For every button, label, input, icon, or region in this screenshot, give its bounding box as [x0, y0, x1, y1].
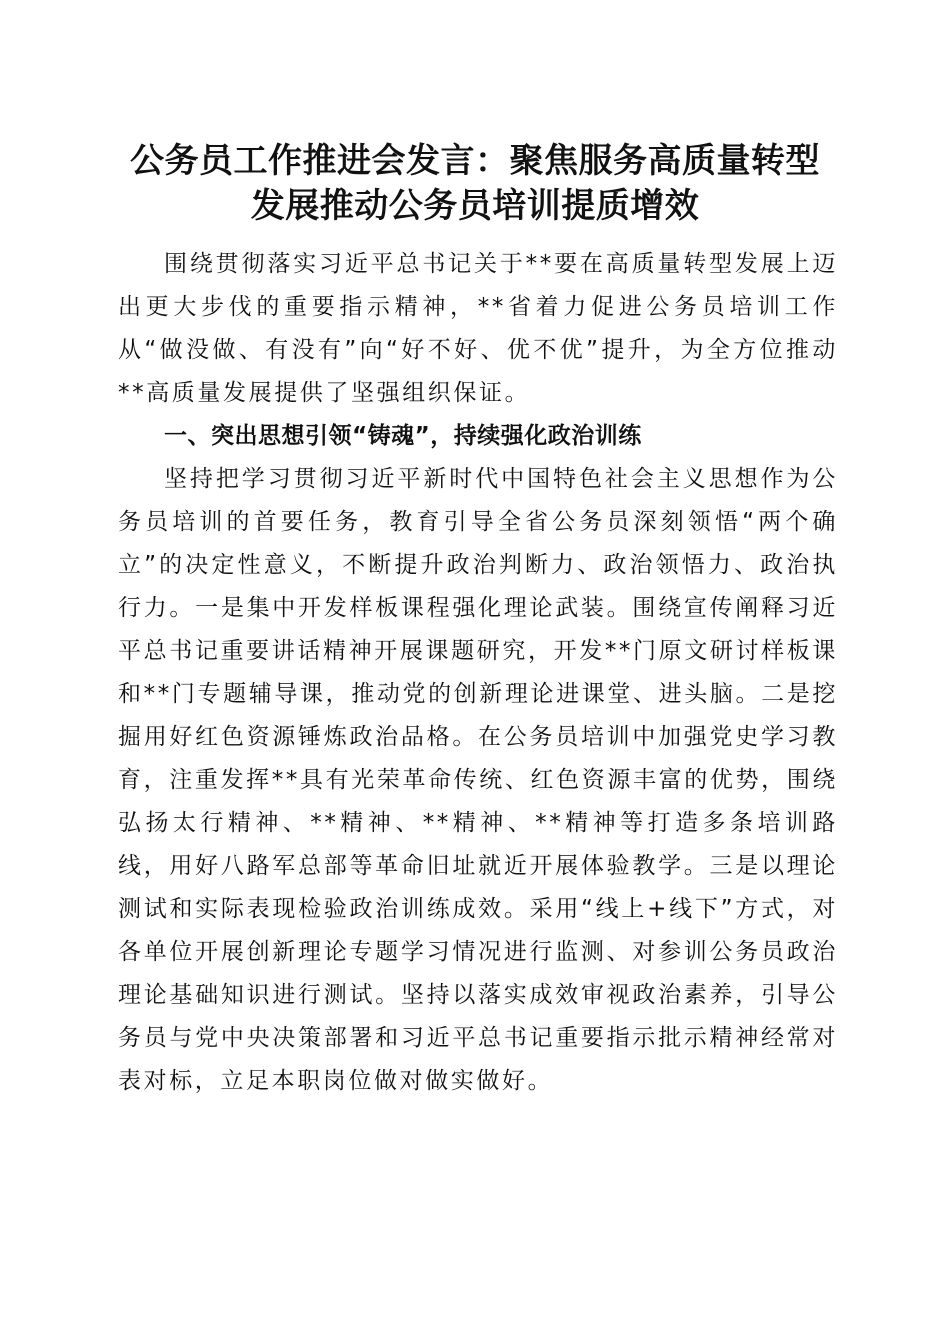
- intro-paragraph: 围绕贯彻落实习近平总书记关于**要在高质量转型发展上迈出更大步伐的重要指示精神，**省着力促进公务员培训工作从“做没做、有没有”向“好不好、优不优”提升，为全方位推动**高质量发展提供了坚强组织保证。: [118, 251, 838, 406]
- document-body: [118, 243, 838, 1103]
- section-1-paragraph: 坚持把学习贯彻习近平新时代中国特色社会主义思想作为公务员培训的首要任务，教育引导全省公务员深刻领悟“两个确立”的决定性意义，不断提升政治判断力、政治领悟力、政治执行力。一是集中开发样板课程强化理论武装。围绕宣传阐释习近平总书记重要讲话精神开展课题研究，开发**门原文研讨样板课和**门专题辅导课，推动党的创新理论进课堂、进头脑。二是挖掘用好红色资源锤炼政治品格。在公务员培训中加强党史学习教育，注重发挥**具有光荣革命传统、红色资源丰富的优势，围绕弘扬太行精神、**精神、**精神、**精神等打造多条培训路线，用好八路军总部等革命旧址就近开展体验教学。三是以理论测试和实际表现检验政治训练成效。采用“线上+线下”方式，对各单位开展创新理论专题学习情况进行监测、对参训公务员政治理论基础知识进行测试。坚持以落实成效审视政治素养，引导公务员与党中央决策部署和习近平总书记重要指示批示精神经常对表对标，立足本职岗位做对做实做好。: [118, 466, 838, 1094]
- section-1-heading: 一、突出思想引领“铸魂”，持续强化政治训练: [164, 423, 642, 449]
- document-title-line-2: 发展推动公务员培训提质增效: [250, 186, 700, 226]
- document-title-line-1: 公务员工作推进会发言：聚焦服务高质量转型: [130, 141, 820, 181]
